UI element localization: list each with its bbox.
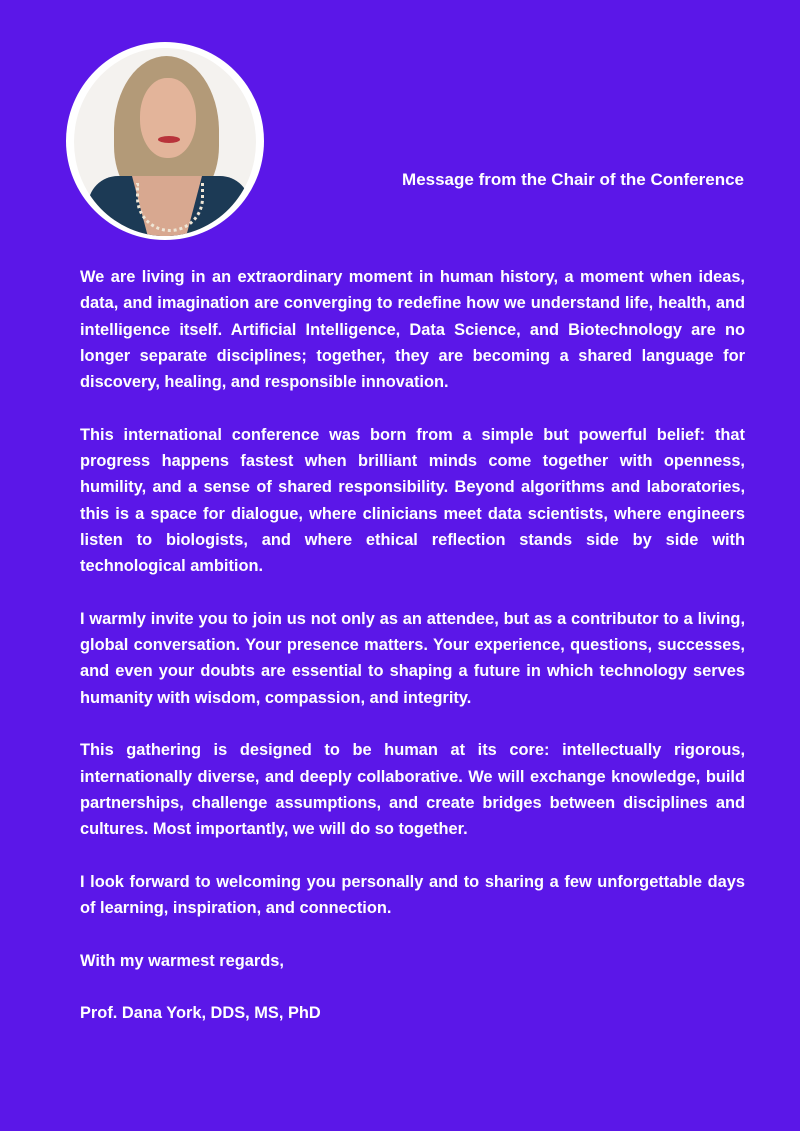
letter-body [80, 264, 745, 1053]
paragraph: I warmly invite you to join us not only as an attendee, but as a contributor to a living, global conversation. Your presence matters. Your experience, questions, successes, and even your doubts are essential to shaping a future in which technology serves humanity with wisdom, compassion, and integrity. [80, 609, 745, 707]
signature: Prof. Dana York, DDS, MS, PhD [80, 1004, 321, 1023]
paragraph: We are living in an extraordinary moment in human history, a moment when ideas, data, and imagination are converging to redefine how we understand life, health, and intelligence itself. Artificial Intelligence, Data Science, and Biotechnology are no longer separate disciplines; together, they are becoming a shared language for discovery, healing, and responsible innovation. [80, 268, 745, 392]
paragraph: This international conference was born from a simple but powerful belief: that progress happens fastest when brilliant minds come together with openness, humility, and a sense of shared responsibility. Beyond algorithms and laboratories, this is a space for dialogue, where clinicians meet data scientists, where engineers listen to biologists, and where ethical reflection stands side by side with technological ambition. [80, 425, 745, 576]
closing: With my warmest regards, [80, 951, 284, 970]
paragraph: This gathering is designed to be human at its core: intellectually rigorous, internationally diverse, and deeply collaborative. We will exchange knowledge, build partnerships, challenge assumptions, and create bridges between disciplines and cultures. Most importantly, we will do so together. [80, 741, 745, 839]
paragraph: I look forward to welcoming you personally and to sharing a few unforgettable days of learning, inspiration, and connection. [80, 872, 745, 918]
page-title: Message from the Chair of the Conference [402, 170, 744, 189]
chair-portrait [66, 42, 264, 240]
